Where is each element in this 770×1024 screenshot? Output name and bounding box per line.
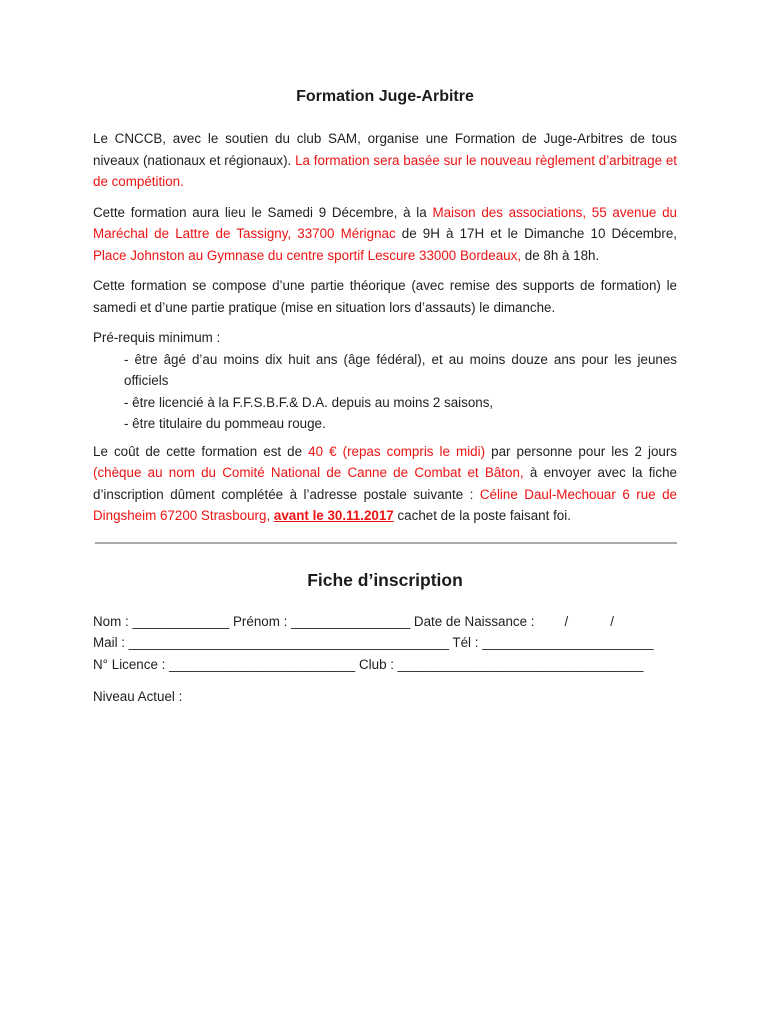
niveau-label: Niveau Actuel : <box>93 689 183 704</box>
intro-text-red: La formation sera basée sur le nouveau règlement d’arbitrage et de compétition. <box>93 152 678 189</box>
page-title: Formation Juge-Arbitre <box>296 88 474 105</box>
prerequisites-list <box>124 349 677 435</box>
form-line-licence <box>93 654 677 676</box>
club-field-line: _________________________________ <box>397 656 644 672</box>
cost-deadline: avant le 30.11.2017 <box>273 508 394 523</box>
licence-label: N° Licence : <box>93 656 170 672</box>
section-divider <box>95 542 677 544</box>
cost-text-2: par personne pour les 2 jours <box>485 443 678 459</box>
tel-field-line: _______________________ <box>482 635 654 650</box>
cost-address: Céline Daul-Mechouar 6 rue de Dingsheim 67200 Strasbourg, <box>93 486 677 523</box>
cost-text-4: cachet de la poste faisant foi. <box>393 508 571 523</box>
mail-label: Mail : <box>93 635 129 650</box>
tel-label: Tél : <box>448 635 483 650</box>
form-line-identity <box>93 611 677 633</box>
prerequisite-item: - être âgé d’au moins dix huit ans (âge fédéral), et au moins douze ans pour les jeunes officiels <box>124 351 677 388</box>
cost-paragraph <box>93 441 677 527</box>
form-line-contact <box>93 632 677 654</box>
inscription-heading: Fiche d’inscription <box>307 569 463 590</box>
dob-label: Date de Naissance : <box>410 613 535 629</box>
cost-text-1: Le coût de cette formation est de <box>93 443 309 459</box>
prenom-field-line: ________________ <box>291 613 411 629</box>
prerequisite-item: - être licencié à la F.F.S.B.F.& D.A. depuis au moins 2 saisons, <box>124 394 494 410</box>
prerequisite-item: - être titulaire du pommeau rouge. <box>124 416 326 431</box>
dob-slash-2: / <box>610 613 614 629</box>
schedule-location-1: Maison des associations, 55 avenue du Maréchal de Lattre de Tassigny, 33700 Mérignac <box>93 204 677 241</box>
schedule-paragraph <box>93 202 677 267</box>
structure-paragraph: Cette formation se compose d’une partie théorique (avec remise des supports de formation) le samedi et d’une partie pratique (mise en situation lors d’assauts) le dimanche. <box>93 278 677 315</box>
dob-slash-1: / <box>564 613 569 629</box>
schedule-text-1: Cette formation aura lieu le Samedi 9 Décembre, à la <box>93 204 433 220</box>
nom-field-line: _____________ <box>132 613 230 629</box>
club-label: Club : <box>355 656 398 672</box>
schedule-text-3: de 8h à 18h. <box>521 247 600 263</box>
intro-text-black: Le CNCCB, avec le soutien du club SAM, organise une Formation de Juge-Arbitres de tous niveaux (nationaux et régionaux). <box>93 131 677 168</box>
prerequisites-section <box>93 327 677 435</box>
nom-label: Nom : <box>93 613 133 629</box>
inscription-form <box>93 611 677 708</box>
cost-text-3: à envoyer avec la fiche d’inscription dûment complétée à l’adresse postale suivante : <box>93 465 677 502</box>
schedule-text-2: de 9H à 17H et le Dimanche 10 Décembre, <box>395 226 677 241</box>
licence-field-line: _________________________ <box>169 656 356 672</box>
schedule-location-2: Place Johnston au Gymnase du centre sportif Lescure 33000 Bordeaux, <box>93 247 522 263</box>
intro-paragraph <box>93 128 677 193</box>
mail-field-line: ___________________________________________ <box>128 635 449 650</box>
cost-price: 40 € (repas compris le midi) <box>308 443 486 459</box>
prerequisites-heading: Pré-requis minimum : <box>93 330 221 345</box>
prenom-label: Prénom : <box>229 613 292 629</box>
cost-cheque-info: (chèque au nom du Comité National de Canne de Combat et Bâton, <box>93 465 530 480</box>
document-content <box>93 0 677 708</box>
